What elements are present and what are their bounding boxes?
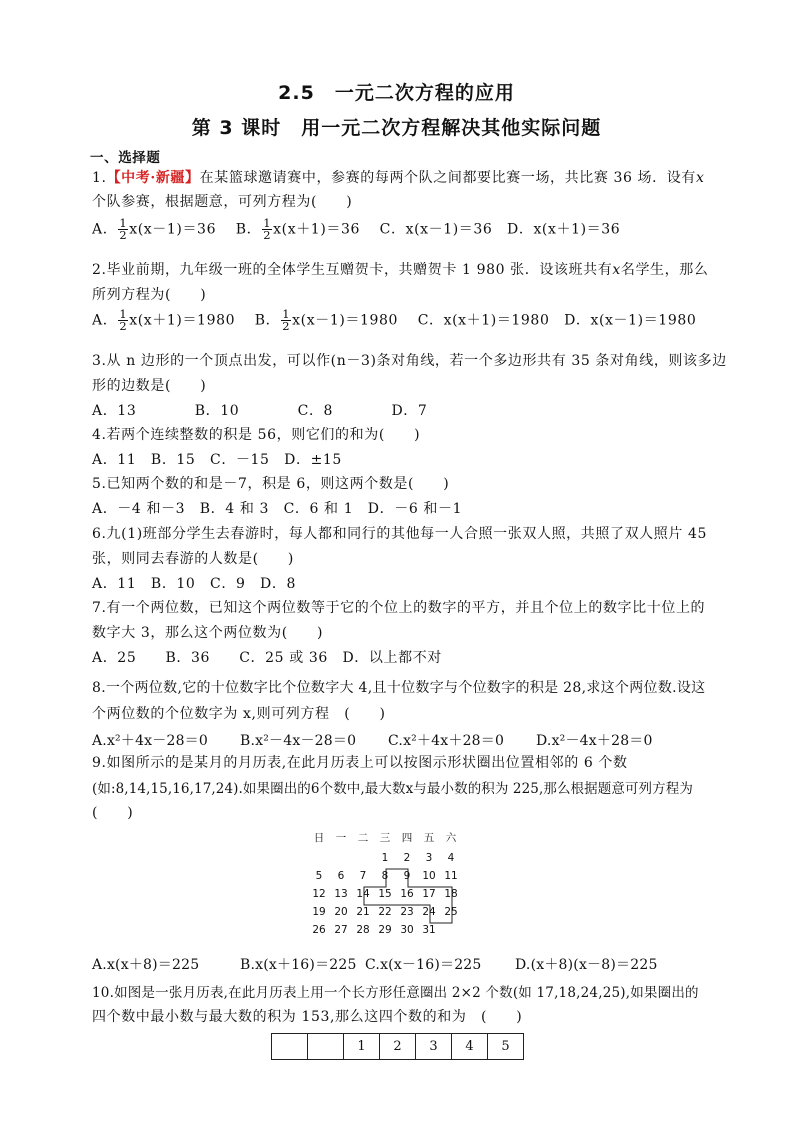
question-7-line-2: 数字大 3，那么这个两位数为( )	[92, 625, 324, 641]
calendar-day: 20	[334, 906, 348, 918]
calendar-header: 日	[313, 832, 325, 844]
table-cell: 2	[380, 1034, 416, 1060]
calendar-day: 18	[444, 888, 458, 900]
question-9-line-2: (如:8,14,15,16,17,24).如果圈出的6个数中,最大数x与最小数的积为 225,那么根据题意可列方程为	[92, 781, 693, 797]
question-1-options: A． $\frac{1}{2}$ x(x－1)＝36 B． $\frac{1}{2}$ x(x＋1)＝36 C．x(x－1)＝36 D．x(x＋1)＝36	[92, 216, 621, 242]
question-10-line-1: 10.如图是一张月历表,在此月历表上用一个长方形任意圈出 2×2 个数(如 17,18,24,25),如果圈出的	[92, 985, 699, 1001]
exam-source-tag: 【中考·新疆】	[106, 170, 200, 186]
calendar-day: 8	[381, 870, 389, 882]
calendar-day: 16	[400, 888, 414, 900]
calendar-day: 15	[378, 888, 392, 900]
question-6-options: A．11 B．10 C．9 D．8	[92, 576, 296, 592]
question-9-options: A.x(x＋8)＝225 B.x(x＋16)＝225 C.x(x－16)＝225 D.(x＋8)(x－8)＝225	[92, 957, 658, 973]
question-10-line-2: 四个数中最小数与最大数的积为 153,那么这四个数的和为 ( )	[92, 1009, 523, 1025]
calendar-day: 27	[334, 924, 348, 936]
calendar-header: 四	[401, 832, 413, 844]
calendar-day: 5	[315, 870, 323, 882]
section-heading: 一、选择题	[90, 150, 161, 166]
calendar-day: 6	[337, 870, 345, 882]
calendar-row-table	[271, 1033, 524, 1060]
calendar-day: 11	[444, 870, 458, 882]
calendar-day: 2	[403, 852, 411, 864]
calendar-day: 30	[400, 924, 414, 936]
question-4-line-1: 4.若两个连续整数的积是 56，则它们的和为( )	[92, 427, 421, 443]
fraction-half: $\frac{1}{2}$	[263, 216, 272, 242]
lesson-title: 2.5 一元二次方程的应用	[278, 82, 515, 104]
fraction-half: $\frac{1}{2}$	[282, 307, 291, 333]
question-8-options: A.x²＋4x－28＝0 B.x²－4x－28＝0 C.x²＋4x＋28＝0 D.x²－4x＋28＝0	[92, 733, 653, 749]
question-7-options: A．25 B．36 C．25 或 36 D．以上都不对	[92, 650, 442, 666]
question-9-line-1: 9.如图所示的是某月的月历表,在此月历表上可以按图示形状圈出位置相邻的 6 个数	[92, 755, 628, 771]
calendar-day: 24	[422, 906, 436, 918]
question-3-line-1: 3.从 n 边形的一个顶点出发，可以作(n－3)条对角线，若一个多边形共有 35 条对角线，则该多边	[92, 353, 727, 369]
question-3-line-2: 形的边数是( )	[92, 378, 207, 394]
fraction-half: $\frac{1}{2}$	[119, 216, 128, 242]
calendar-day: 31	[422, 924, 436, 936]
calendar-day: 9	[403, 870, 411, 882]
question-5-line-1: 5.已知两个数的和是－7，积是 6，则这两个数是( )	[92, 476, 450, 492]
question-2-line-2: 所列方程为( )	[92, 287, 207, 303]
question-5-options: A．－4 和－3 B．4 和 3 C．6 和 1 D．－6 和－1	[92, 501, 463, 517]
calendar-day: 25	[444, 906, 458, 918]
question-4-options: A．11 B．15 C．－15 D．±15	[92, 452, 342, 468]
calendar-day: 1	[381, 852, 389, 864]
lesson-subtitle: 第 3 课时 用一元二次方程解决其他实际问题	[191, 117, 602, 139]
calendar-day: 10	[422, 870, 436, 882]
calendar-header: 一	[335, 832, 347, 844]
calendar-day: 22	[378, 906, 392, 918]
question-2-options: A． $\frac{1}{2}$ x(x＋1)＝1980 B． $\frac{1}{2}$ x(x－1)＝1980 C．x(x＋1)＝1980 D．x(x－1)＝1980	[92, 307, 697, 333]
calendar-header: 三	[379, 832, 391, 844]
question-1-line-2: 个队参赛，根据题意，可列方程为( )	[92, 194, 353, 210]
calendar-day: 19	[312, 906, 326, 918]
calendar-day: 7	[359, 870, 367, 882]
calendar-day: 28	[356, 924, 370, 936]
table-cell: 1	[344, 1034, 380, 1060]
calendar-day: 4	[447, 852, 455, 864]
calendar-day: 12	[312, 888, 326, 900]
calendar-day: 13	[334, 888, 348, 900]
question-7-line-1: 7.有一个两位数，已知这个两位数等于它的个位上的数字的平方，并且个位上的数字比十位上的	[92, 600, 706, 616]
calendar-day: 26	[312, 924, 326, 936]
calendar-day: 14	[356, 888, 370, 900]
calendar-day: 17	[422, 888, 436, 900]
calendar-day: 29	[378, 924, 392, 936]
question-1-line-1: 1.【中考·新疆】在某篮球邀请赛中，参赛的每两个队之间都要比赛一场，共比赛 36 场．设有x	[92, 170, 705, 186]
question-6-line-2: 张，则同去春游的人数是( )	[92, 551, 294, 567]
table-cell	[272, 1034, 308, 1060]
table-cell	[308, 1034, 344, 1060]
question-3-options: A．13 B．10 C．8 D．7	[92, 403, 428, 419]
calendar-figure	[305, 826, 481, 946]
calendar-header: 六	[445, 832, 457, 844]
question-2-line-1: 2.毕业前期，九年级一班的全体学生互赠贺卡，共赠贺卡 1 980 张．设该班共有x名学生，那么	[92, 262, 709, 278]
question-8-line-1: 8.一个两位数,它的十位数字比个位数字大 4,且十位数字与个位数字的积是 28,求这个两位数.设这	[92, 680, 706, 696]
fraction-half: $\frac{1}{2}$	[119, 307, 128, 333]
table-cell: 3	[416, 1034, 452, 1060]
table-cell: 5	[488, 1034, 524, 1060]
calendar-header: 五	[423, 832, 435, 844]
question-9-line-3: ( )	[92, 805, 134, 821]
calendar-day: 21	[356, 906, 370, 918]
calendar-day: 23	[400, 906, 414, 918]
calendar-day: 3	[425, 852, 433, 864]
calendar-header: 二	[357, 832, 369, 844]
question-6-line-1: 6.九(1)班部分学生去春游时，每人都和同行的其他每一人合照一张双人照，共照了双人照片 45	[92, 526, 708, 542]
question-8-line-2: 个两位数的个位数字为 x,则可列方程 ( )	[92, 706, 386, 722]
table-cell: 4	[452, 1034, 488, 1060]
